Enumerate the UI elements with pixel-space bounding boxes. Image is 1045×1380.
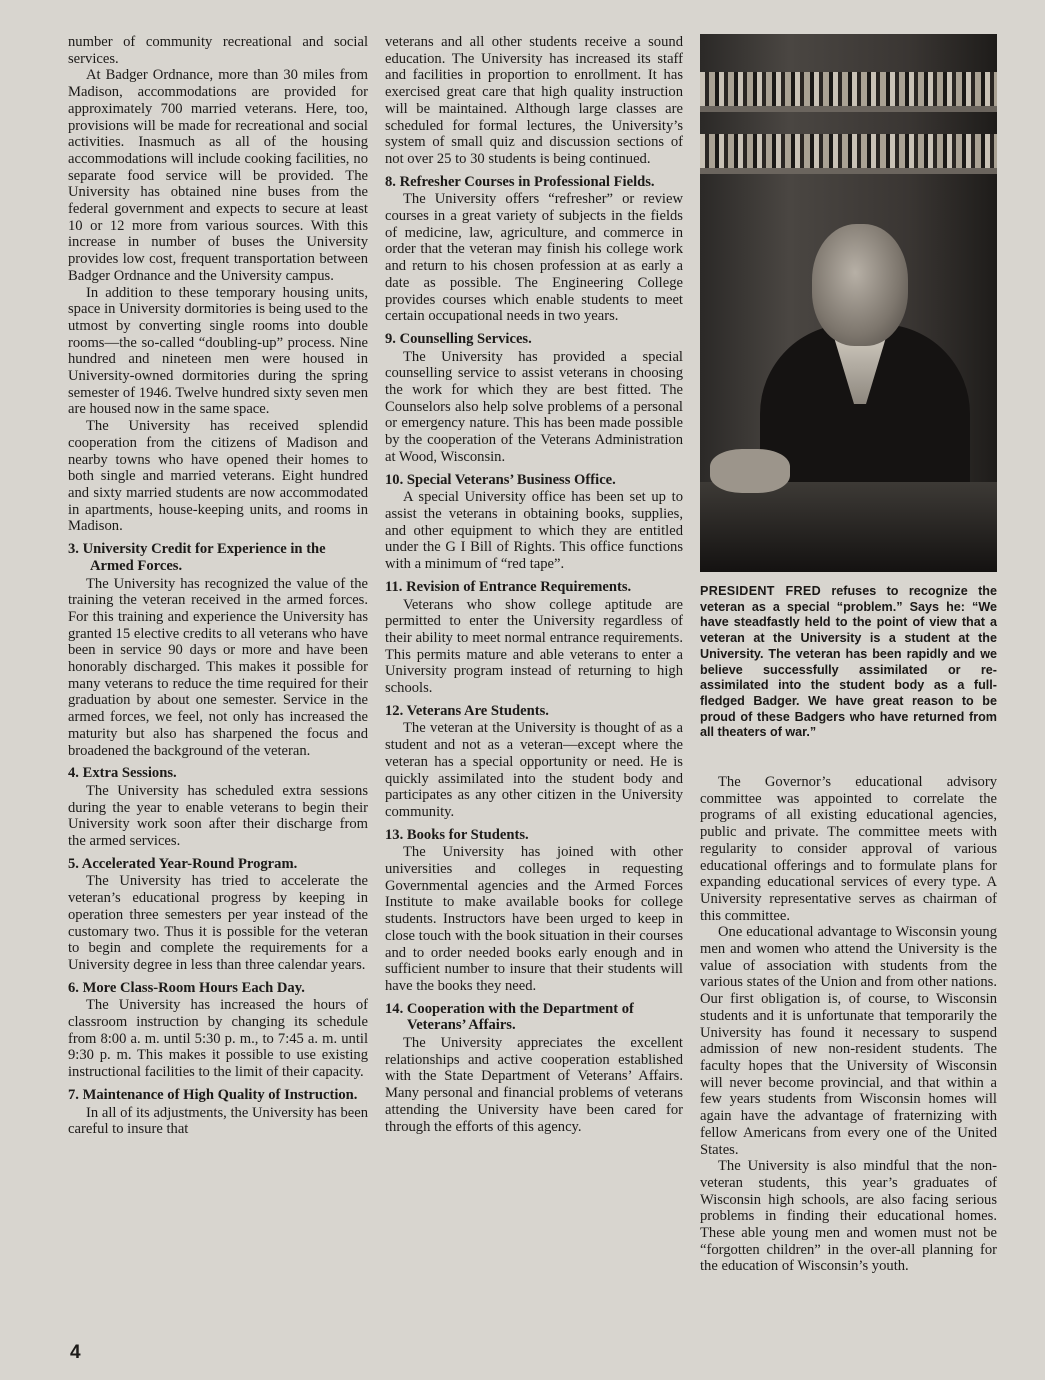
- caption-lead: PRESIDENT FRED: [700, 584, 821, 598]
- section-heading: 9. Counselling Services.: [385, 330, 532, 347]
- section-heading: 4. Extra Sessions.: [68, 765, 177, 782]
- paragraph: The University has provided a special counselling service to assist veterans in choosing the work for which they are best fitted. The Counselors also help solve problems of a personal or emergency nature. This has been made possible by the cooperation of the Veterans Administration at Wood, Wisconsin.: [385, 348, 683, 465]
- paragraph: The University is also mindful that the non-veteran students, this year’s graduates of Wisconsin high schools, are also facing serious problems in finding their educational homes. These able young men and women must not be “forgotten children” in the over-all planning for the education of Wisconsin’s youth.: [700, 1158, 997, 1275]
- column-right-text: [700, 774, 997, 1275]
- paragraph: A special University office has been set up to assist the veterans in obtaining books, supplies, and other equipment to which they are entitled under the G I Bill of Rights. This office functions with a minimum of “red tape”.: [385, 489, 683, 573]
- paragraph: In addition to these temporary housing units, space in University dormitories is being used to the utmost by converting single rooms into double rooms—the so-called “doubling-up” process. Nine hundred and nineteen men were housed in University-owned dormitories during the spring semester of 1946. Twelve hundred sixty seven men are housed now in the same space.: [68, 284, 368, 418]
- paragraph: In all of its adjustments, the University has been careful to insure that: [68, 1104, 368, 1138]
- paragraph: The University has scheduled extra sessions during the year to enable veterans to begin their University work soon after their discharge from the armed services.: [68, 782, 368, 850]
- section-heading: 8. Refresher Courses in Professional Fields.: [385, 173, 655, 190]
- paragraph: The University offers “refresher” or review courses in a great variety of subjects in the fields of medicine, law, agriculture, and commerce in order that the veteran may finish his college work and return to his chosen profession at as early a date as possible. The Engineering College provides courses which enable students to meet certain occupational needs in two years.: [385, 191, 683, 325]
- paragraph: The Governor’s educational advisory committee was appointed to correlate the programs of all existing educational agencies, public and private. The committee meets with regularity to consider approval of various educational offerings and to formulate plans for expanding educational services of every type. A University representative serves as chairman of this committee.: [700, 774, 997, 924]
- section-heading: 5. Accelerated Year-Round Program.: [68, 855, 298, 872]
- paragraph: The University has increased the hours of classroom instruction by changing its schedule from 8:00 a. m. until 5:30 p. m., to 7:45 a. m. until 9:30 p. m. This makes it possible to use existing instructional facilities to the limit of their capacity.: [68, 997, 368, 1081]
- section-heading: 3. University Credit for Experience in the Armed Forces.: [68, 541, 326, 574]
- paragraph: The University has joined with other universities and colleges in requesting Governmental agencies and the Armed Forces Institute to make available books for college students. Instructors have been urged to keep in close touch with the book situation in their courses and to order needed books early enough and in sufficient number to insure that their students will have the books they need.: [385, 844, 683, 994]
- section-heading: 14. Cooperation with the Department of Veterans’ Affairs.: [385, 1000, 634, 1034]
- section-heading: 12. Veterans Are Students.: [385, 702, 549, 719]
- paragraph: The University has tried to accelerate the veteran’s educational progress by keeping in operation three semesters per year instead of the customary two. Thus it is possible for the veteran to begin and complete the requirements for a University degree in less than three calendar years.: [68, 873, 368, 973]
- paragraph: The University appreciates the excellent relationships and active cooperation established with the State Department of Veterans’ Affairs. Many personal and financial problems of veterans attending the University have been cared for through the efforts of this agency.: [385, 1035, 683, 1135]
- page-number: 4: [70, 1342, 81, 1363]
- paragraph: Veterans who show college aptitude are permitted to enter the University regardless of their ability to meet normal entrance requirements. This permits mature and able veterans to enter a University program instead of returning to high schools.: [385, 596, 683, 697]
- paragraph: number of community recreational and social services.: [68, 34, 368, 67]
- section-heading: 11. Revision of Entrance Requirements.: [385, 578, 632, 595]
- section-heading: 6. More Class-Room Hours Each Day.: [68, 979, 305, 996]
- column-right: [700, 34, 997, 1275]
- column-middle: [385, 34, 683, 1135]
- paragraph: The University has recognized the value of the training the veteran received in the armed forces. For this training and experience the University has granted 15 elective credits to all veterans who have been in service 90 days or more and have been honorably discharged. This makes it possible for many veterans to reduce the time required for their graduation by about one semester. Service in the armed forces, we feel, not only has increased the maturity but also has sharpened the focus and broadened the background of the veteran.: [68, 575, 368, 759]
- paragraph: The veteran at the University is thought of as a student and not as a veteran—except where the veteran has a special opportunity or need. He is quickly assimilated into the student body and participates as any other citizen in the University community.: [385, 720, 683, 820]
- paragraph: veterans and all other students receive a sound education. The University has increased its staff and facilities in proportion to enrollment. It has exercised great care that high quality instruction will be maintained. Although large classes are scheduled for formal lectures, the University’s system of small quiz and discussion sections of not over 25 to 30 students is being continued.: [385, 34, 683, 167]
- paragraph: At Badger Ordnance, more than 30 miles from Madison, accommodations are provided for approximately 700 married veterans. Here, too, provisions will be made for recreational and social activities. Inasmuch as all of the housing accommodations will include cooking facilities, no separate food service will be provided. The University has obtained nine buses from the federal government and expects to secure at least 10 or 12 more from various sources. With this increase in number of buses the University provides low cost, frequent transportation between Badger Ordnance and the University campus.: [68, 67, 368, 284]
- section-heading: 13. Books for Students.: [385, 826, 529, 843]
- paragraph: The University has received splendid cooperation from the citizens of Madison and nearby towns who have opened their homes to both single and married veterans. Eight hundred and sixty married students are now accommodated in apartments, house-keeping units, and rooms in Madison.: [68, 418, 368, 535]
- caption-text: refuses to recognize the veteran as a special “problem.” Says he: “We have steadfastly held to the point of view that a veteran at the University is a student at the University. The veteran has been rapidly and we believe successfully assimilated or re-assimilated into the student body as a full-fledged Badger. We have great reason to be proud of these Badgers who have returned from all theaters of war.”: [700, 584, 997, 740]
- photo-caption: [700, 584, 997, 741]
- president-fred-photo: [700, 34, 997, 572]
- section-heading: 7. Maintenance of High Quality of Instruction.: [68, 1086, 358, 1103]
- paragraph: One educational advantage to Wisconsin young men and women who attend the University is the value of association with students from the various states of the Union and from other nations. Our first obligation is, of course, to Wisconsin students and it is unfortunate that temporarily the University has found it necessary to suspend admission of new non-resident students. The faculty hopes that the University of Wisconsin will never become provincial, and that within a few years students from Wisconsin homes will again have the advantage of fraternizing with fellow Americans from every one of the United States.: [700, 924, 997, 1158]
- section-heading: 10. Special Veterans’ Business Office.: [385, 471, 616, 488]
- column-left: [68, 34, 368, 1138]
